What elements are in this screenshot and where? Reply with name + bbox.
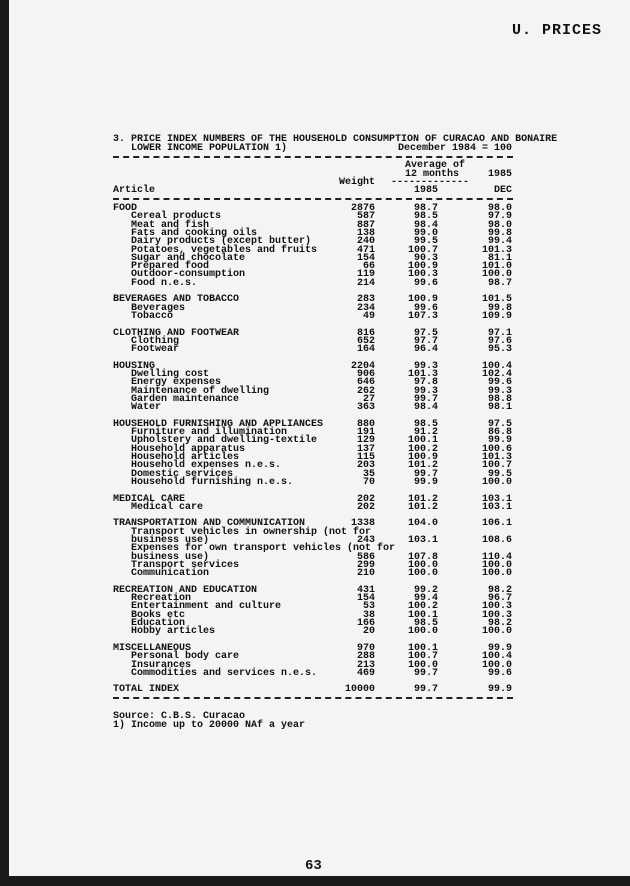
footnote: 1) Income up to 20000 NAf a year bbox=[113, 720, 306, 731]
item-row bbox=[0, 553, 630, 561]
avg-1985-value: 103.1 bbox=[407, 535, 438, 546]
weight-value: 906 bbox=[356, 369, 375, 380]
weight-value: 38 bbox=[362, 609, 375, 621]
row-label: Personal body care bbox=[131, 651, 240, 663]
source-note: Source: C.B.S. Curacao bbox=[113, 711, 246, 722]
avg-1985-value: 100.2 bbox=[407, 443, 438, 455]
dec-1985-value: 99.6 bbox=[487, 667, 512, 679]
avg-1985-value: 100.7 bbox=[407, 244, 438, 256]
rule bbox=[113, 697, 513, 699]
avg-1985-value: 96.4 bbox=[413, 344, 438, 356]
row-label: TRANSPORTATION AND COMMUNICATION bbox=[113, 518, 306, 530]
weight-value: 299 bbox=[356, 559, 375, 571]
item-row bbox=[0, 279, 630, 287]
row-label: Dairy products (except butter) bbox=[131, 236, 312, 248]
row-label: FOOD bbox=[113, 203, 138, 214]
rule bbox=[113, 198, 513, 200]
weight-value: 70 bbox=[362, 476, 375, 488]
item-row bbox=[0, 377, 630, 389]
weight-value: 586 bbox=[356, 551, 375, 563]
item-row bbox=[0, 337, 630, 345]
avg-1985-value: 97.7 bbox=[413, 335, 438, 347]
row-label: Water bbox=[131, 402, 162, 414]
weight-value: 887 bbox=[356, 219, 375, 231]
item-row bbox=[0, 611, 630, 619]
row-label: Maintenance of dwelling bbox=[131, 385, 270, 397]
item-row bbox=[0, 370, 630, 378]
weight-value: 202 bbox=[356, 493, 375, 505]
header-avg-year: 1985 bbox=[413, 185, 438, 196]
dec-1985-value: 103.1 bbox=[481, 493, 512, 505]
item-row bbox=[0, 568, 630, 580]
avg-1985-value: 100.1 bbox=[407, 435, 438, 447]
dec-1985-value: 100.4 bbox=[481, 651, 512, 663]
item-row bbox=[0, 402, 630, 414]
avg-1985-value: 99.6 bbox=[413, 277, 438, 289]
weight-value: 363 bbox=[356, 402, 375, 414]
avg-1985-value: 99.0 bbox=[413, 227, 438, 239]
dec-1985-value: 98.0 bbox=[487, 219, 512, 231]
dec-1985-value: 96.7 bbox=[487, 593, 512, 605]
weight-value: 283 bbox=[356, 294, 375, 306]
avg-1985-value: 100.0 bbox=[407, 559, 438, 571]
group-row bbox=[0, 329, 630, 337]
avg-1985-value: 99.4 bbox=[413, 593, 438, 605]
dec-1985-value: 100.0 bbox=[481, 476, 512, 488]
row-label: Food n.e.s. bbox=[131, 277, 198, 289]
dec-1985-value: 100.0 bbox=[481, 568, 512, 580]
weight-value: 652 bbox=[356, 335, 375, 347]
dec-1985-value: 99.8 bbox=[487, 227, 512, 239]
avg-1985-value: 100.1 bbox=[407, 609, 438, 621]
item-row bbox=[0, 395, 630, 403]
item-row bbox=[0, 453, 630, 461]
weight-value: 164 bbox=[356, 344, 375, 356]
group-row bbox=[0, 204, 630, 212]
row-label: Domestic services bbox=[131, 468, 234, 480]
avg-1985-value: 100.9 bbox=[407, 261, 438, 273]
dec-1985-value: 106.1 bbox=[481, 518, 512, 530]
item-row bbox=[0, 651, 630, 663]
group-row bbox=[0, 362, 630, 370]
weight-value: 27 bbox=[362, 393, 375, 405]
weight-value: 262 bbox=[356, 385, 375, 397]
dec-1985-value: 98.2 bbox=[487, 584, 512, 596]
item-row bbox=[0, 304, 630, 312]
item-row bbox=[0, 221, 630, 229]
row-label: CLOTHING AND FOOTWEAR bbox=[113, 327, 240, 339]
row-label: Energy expenses bbox=[131, 377, 222, 389]
total-row bbox=[0, 684, 630, 696]
row-label: business use) bbox=[131, 535, 210, 546]
row-label: Furniture and illumination bbox=[131, 427, 288, 439]
weight-value: 471 bbox=[356, 244, 375, 256]
weight-value: 214 bbox=[356, 277, 375, 289]
avg-1985-value: 107.8 bbox=[407, 551, 438, 563]
weight-value: 240 bbox=[356, 236, 375, 248]
avg-1985-value: 100.1 bbox=[407, 642, 438, 654]
row-label: Prepared food bbox=[131, 261, 210, 273]
avg-1985-value: 101.2 bbox=[407, 493, 438, 505]
weight-value: 53 bbox=[362, 601, 375, 613]
row-label: Household expenses n.e.s. bbox=[131, 460, 282, 472]
row-label: Medical care bbox=[131, 501, 204, 513]
dec-1985-value: 99.9 bbox=[487, 684, 512, 696]
row-label: MEDICAL CARE bbox=[113, 493, 186, 505]
item-row bbox=[0, 460, 630, 472]
weight-value: 210 bbox=[356, 568, 375, 580]
avg-1985-value: 99.7 bbox=[413, 393, 438, 405]
row-label: Commodities and services n.e.s. bbox=[131, 667, 318, 679]
dec-1985-value: 98.1 bbox=[487, 402, 512, 414]
dec-1985-value: 101.5 bbox=[481, 294, 512, 306]
item-row bbox=[0, 528, 630, 536]
avg-1985-value: 107.3 bbox=[407, 310, 438, 322]
header-article: Article bbox=[113, 185, 156, 196]
weight-value: 49 bbox=[362, 310, 375, 322]
item-row bbox=[0, 626, 630, 638]
dec-1985-value: 100.3 bbox=[481, 601, 512, 613]
avg-1985-value: 98.5 bbox=[413, 618, 438, 629]
row-label: Education bbox=[131, 618, 186, 629]
dec-1985-value: 101.3 bbox=[481, 244, 512, 256]
dec-1985-value: 86.8 bbox=[487, 427, 512, 439]
dec-1985-value: 101.3 bbox=[481, 452, 512, 463]
row-label: BEVERAGES AND TOBACCO bbox=[113, 294, 240, 306]
dec-1985-value: 98.7 bbox=[487, 277, 512, 289]
weight-value: 1338 bbox=[350, 518, 375, 530]
row-label: Household apparatus bbox=[131, 443, 246, 455]
row-label: Transport services bbox=[131, 559, 240, 571]
weight-value: 154 bbox=[356, 252, 375, 264]
item-row bbox=[0, 246, 630, 254]
row-label: RECREATION AND EDUCATION bbox=[113, 584, 258, 596]
item-row bbox=[0, 561, 630, 569]
header-dec: DEC bbox=[493, 185, 512, 196]
row-label: business use) bbox=[131, 551, 210, 563]
weight-value: 191 bbox=[356, 427, 375, 439]
row-label: Communication bbox=[131, 568, 210, 580]
row-label: Hobby articles bbox=[131, 626, 216, 638]
item-row bbox=[0, 435, 630, 447]
avg-1985-value: 99.2 bbox=[413, 584, 438, 596]
avg-1985-value: 98.4 bbox=[413, 402, 438, 414]
row-label: HOUSING bbox=[113, 360, 156, 372]
row-label: Clothing bbox=[131, 335, 180, 347]
avg-1985-value: 97.5 bbox=[413, 327, 438, 339]
row-label: Tobacco bbox=[131, 310, 174, 322]
weight-value: 2204 bbox=[350, 360, 375, 372]
weight-value: 234 bbox=[356, 302, 375, 314]
weight-value: 10000 bbox=[344, 684, 375, 696]
dec-1985-value: 81.1 bbox=[487, 252, 512, 264]
dec-1985-value: 102.4 bbox=[481, 369, 512, 380]
avg-1985-value: 100.0 bbox=[407, 659, 438, 671]
row-label: Expenses for own transport vehicles (not for bbox=[131, 543, 396, 555]
avg-1985-value: 91.2 bbox=[413, 427, 438, 439]
header-avg-line2: 12 months bbox=[405, 169, 460, 180]
weight-value: 129 bbox=[356, 435, 375, 447]
weight-value: 2876 bbox=[350, 203, 375, 214]
weight-value: 203 bbox=[356, 460, 375, 472]
dec-1985-value: 100.0 bbox=[481, 559, 512, 571]
avg-1985-value: 99.5 bbox=[413, 236, 438, 248]
scan-edge-bottom bbox=[0, 876, 630, 886]
header-weight: Weight bbox=[338, 177, 375, 188]
weight-value: 970 bbox=[356, 642, 375, 654]
weight-value: 243 bbox=[356, 535, 375, 546]
dec-1985-value: 109.9 bbox=[481, 310, 512, 322]
dec-1985-value: 98.2 bbox=[487, 618, 512, 629]
avg-1985-value: 100.3 bbox=[407, 269, 438, 281]
avg-1985-value: 100.2 bbox=[407, 601, 438, 613]
table-base: December 1984 = 100 bbox=[397, 143, 512, 154]
group-row bbox=[0, 495, 630, 503]
row-label: Beverages bbox=[131, 302, 186, 314]
weight-value: 288 bbox=[356, 651, 375, 663]
dec-1985-value: 100.4 bbox=[481, 360, 512, 372]
weight-value: 587 bbox=[356, 211, 375, 223]
row-label: TOTAL INDEX bbox=[113, 684, 180, 696]
avg-1985-value: 101.2 bbox=[407, 501, 438, 513]
rule bbox=[113, 156, 513, 158]
dec-1985-value: 108.6 bbox=[481, 535, 512, 546]
group-row bbox=[0, 294, 630, 306]
row-label: Footwear bbox=[131, 344, 180, 356]
row-label: Cereal products bbox=[131, 211, 222, 223]
dec-1985-value: 100.7 bbox=[481, 460, 512, 472]
item-row bbox=[0, 503, 630, 511]
row-label: Potatoes, vegetables and fruits bbox=[131, 244, 318, 256]
avg-1985-value: 99.3 bbox=[413, 360, 438, 372]
weight-value: 202 bbox=[356, 501, 375, 513]
weight-value: 166 bbox=[356, 618, 375, 629]
avg-1985-value: 99.7 bbox=[413, 667, 438, 679]
row-label: Meat and fish bbox=[131, 219, 210, 231]
item-row bbox=[0, 478, 630, 486]
item-row bbox=[0, 387, 630, 395]
table-title-line1: 3. PRICE INDEX NUMBERS OF THE HOUSEHOLD CONSUMPTION OF CURACAO AND BONAIRE bbox=[113, 134, 558, 145]
dec-1985-value: 97.5 bbox=[487, 418, 512, 430]
dec-1985-value: 110.4 bbox=[481, 551, 512, 563]
item-row bbox=[0, 470, 630, 478]
item-row bbox=[0, 269, 630, 281]
item-row bbox=[0, 211, 630, 223]
item-row bbox=[0, 593, 630, 605]
row-label: Dwelling cost bbox=[131, 369, 210, 380]
dec-1985-value: 100.0 bbox=[481, 659, 512, 671]
item-row bbox=[0, 254, 630, 262]
avg-1985-value: 98.5 bbox=[413, 418, 438, 430]
page-number: 63 bbox=[305, 858, 322, 874]
avg-1985-value: 98.4 bbox=[413, 219, 438, 231]
weight-value: 154 bbox=[356, 593, 375, 605]
avg-1985-value: 104.0 bbox=[407, 518, 438, 530]
dec-1985-value: 99.5 bbox=[487, 468, 512, 480]
dec-1985-value: 99.8 bbox=[487, 302, 512, 314]
dec-1985-value: 99.9 bbox=[487, 435, 512, 447]
row-label: MISCELLANEOUS bbox=[113, 642, 192, 654]
avg-1985-value: 90.3 bbox=[413, 252, 438, 264]
row-label: Outdoor-consumption bbox=[131, 269, 246, 281]
row-label: Insurances bbox=[131, 659, 192, 671]
avg-1985-value: 99.9 bbox=[413, 476, 438, 488]
weight-value: 66 bbox=[362, 261, 375, 273]
weight-value: 35 bbox=[362, 468, 375, 480]
dec-1985-value: 100.0 bbox=[481, 626, 512, 638]
header-avg-line1: Average of bbox=[405, 160, 466, 171]
avg-1985-value: 101.3 bbox=[407, 369, 438, 380]
item-row bbox=[0, 619, 630, 627]
row-label: Fats and cooking oils bbox=[131, 227, 258, 239]
dec-1985-value: 95.3 bbox=[487, 344, 512, 356]
row-label: Sugar and chocolate bbox=[131, 252, 246, 264]
item-row bbox=[0, 445, 630, 453]
weight-value: 20 bbox=[362, 626, 375, 638]
weight-value: 213 bbox=[356, 659, 375, 671]
dec-1985-value: 100.0 bbox=[481, 269, 512, 281]
dec-1985-value: 97.9 bbox=[487, 211, 512, 223]
item-row bbox=[0, 543, 630, 555]
row-label: Entertainment and culture bbox=[131, 601, 282, 613]
section-header: U. PRICES bbox=[511, 22, 602, 39]
dec-1985-value: 100.3 bbox=[481, 609, 512, 621]
table-title-line2: LOWER INCOME POPULATION 1) bbox=[131, 143, 288, 154]
avg-1985-value: 100.9 bbox=[407, 452, 438, 463]
row-label: Recreation bbox=[131, 593, 192, 605]
dec-1985-value: 98.0 bbox=[487, 203, 512, 214]
avg-1985-value: 99.3 bbox=[413, 385, 438, 397]
avg-1985-value: 97.8 bbox=[413, 377, 438, 389]
avg-1985-value: 99.7 bbox=[413, 684, 438, 696]
weight-value: 646 bbox=[356, 377, 375, 389]
group-row bbox=[0, 586, 630, 594]
avg-1985-value: 99.7 bbox=[413, 468, 438, 480]
weight-value: 119 bbox=[356, 269, 375, 281]
avg-1985-value: 98.7 bbox=[413, 203, 438, 214]
avg-1985-value: 100.0 bbox=[407, 626, 438, 638]
weight-value: 816 bbox=[356, 327, 375, 339]
dec-1985-value: 98.8 bbox=[487, 393, 512, 405]
weight-value: 431 bbox=[356, 584, 375, 596]
dec-1985-value: 103.1 bbox=[481, 501, 512, 513]
weight-value: 880 bbox=[356, 418, 375, 430]
group-row bbox=[0, 644, 630, 652]
dec-1985-value: 99.3 bbox=[487, 385, 512, 397]
item-row bbox=[0, 261, 630, 273]
weight-value: 137 bbox=[356, 443, 375, 455]
weight-value: 115 bbox=[356, 452, 375, 463]
avg-1985-value: 100.0 bbox=[407, 568, 438, 580]
group-row bbox=[0, 420, 630, 428]
item-row bbox=[0, 229, 630, 237]
dec-1985-value: 100.6 bbox=[481, 443, 512, 455]
row-label: Upholstery and dwelling-textile bbox=[131, 435, 318, 447]
dec-1985-value: 99.4 bbox=[487, 236, 512, 248]
dec-1985-value: 101.0 bbox=[481, 261, 512, 273]
dec-1985-value: 97.1 bbox=[487, 327, 512, 339]
row-label: Transport vehicles in ownership (not for bbox=[131, 526, 372, 538]
header-dec-year: 1985 bbox=[487, 169, 512, 180]
avg-1985-value: 100.9 bbox=[407, 294, 438, 306]
header-avg-rule: ------------- bbox=[391, 177, 470, 188]
item-row bbox=[0, 669, 630, 677]
avg-1985-value: 98.5 bbox=[413, 211, 438, 223]
row-label: Household articles bbox=[131, 452, 240, 463]
item-row bbox=[0, 344, 630, 356]
item-row bbox=[0, 312, 630, 320]
avg-1985-value: 101.2 bbox=[407, 460, 438, 472]
weight-value: 469 bbox=[356, 667, 375, 679]
row-label: Garden maintenance bbox=[131, 393, 240, 405]
row-label: Household furnishing n.e.s. bbox=[131, 476, 294, 488]
dec-1985-value: 99.6 bbox=[487, 377, 512, 389]
dec-1985-value: 99.9 bbox=[487, 642, 512, 654]
item-row bbox=[0, 601, 630, 613]
avg-1985-value: 99.6 bbox=[413, 302, 438, 314]
row-label: Books etc bbox=[131, 609, 186, 621]
row-label: HOUSEHOLD FURNISHING AND APPLIANCES bbox=[113, 418, 324, 430]
avg-1985-value: 100.7 bbox=[407, 651, 438, 663]
weight-value: 138 bbox=[356, 227, 375, 239]
dec-1985-value: 97.6 bbox=[487, 335, 512, 347]
